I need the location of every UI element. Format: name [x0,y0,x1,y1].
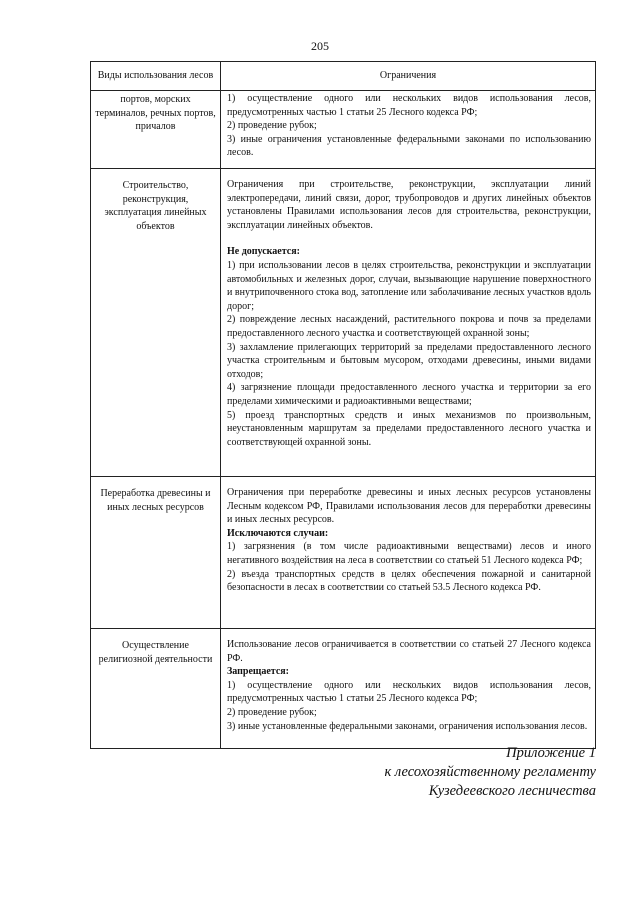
restriction-intro: Использование лесов ограничивается в соответствии со статьей 27 Лесного кодекса РФ. [227,639,591,664]
restriction-line: 2) въезда транспортных средств в целях обеспечения пожарной и санитарной безопасности в лесах в соответствии со статьей 53.5 Лесного кодекса РФ. [227,568,591,594]
table-header-row [91,62,596,91]
restriction-line: 5) проезд транспортных средств и иных механизмов по произвольным, неустановленным маршрутам за пределами предоставленного лесного участка и соответствующей охранной зоны. [227,409,591,448]
restrictions-cell [221,629,596,749]
use-type-cell [91,169,221,477]
use-type-cell [91,629,221,749]
restriction-intro: Ограничения при строительстве, реконструкции, эксплуатации линий электропередачи, линий связи, дорог, трубопроводов и других линейных объектов установлены Правилами использования лесов для строительства, реконструкции, эксплуатации линейных объектов. [227,179,591,231]
restriction-heading: Запрещается: [227,666,290,678]
restrictions-table [90,61,596,749]
use-type-cell: портов, морских терминалов, речных портов, причалов [91,91,221,169]
use-type-label: Строительство, реконструкция, эксплуатация линейных объектов [104,180,207,232]
header-restrictions: Ограничения [221,62,596,91]
appendix-forestry: Кузедеевского лесничества [428,783,596,799]
appendix-regulation: к лесохозяйственному регламенту [384,764,596,780]
table-row [91,477,596,629]
restriction-line: 3) захламление прилегающих территорий за пределами предоставленного лесного участка строительным и бытовым мусором, отходами древесины, иными видами отходов; [227,341,591,380]
use-type-cell [91,477,221,629]
restriction-heading: Исключаются случаи: [227,527,329,539]
page-number: 205 [311,39,329,53]
restriction-line: 1) при использовании лесов в целях строительства, реконструкции и эксплуатации автомобильных и железных дорог, случаи, вызывающие нарушение поверхностного и внутрипочвенного стока вод, затопление или заболачивание лесных участков вдоль дорог; [227,259,591,312]
restriction-intro: Ограничения при переработке древесины и иных лесных ресурсов установлены Лесным кодексом РФ, Правилами использования лесов для переработки древесины и иных лесных ресурсов. [227,487,591,526]
restrictions-cell [221,169,596,477]
restriction-line: 2) проведение рубок; [227,120,317,132]
restrictions-cell [221,91,596,169]
appendix-caption [384,744,596,801]
restriction-line: 2) проведение рубок; [227,706,317,718]
restriction-line: 3) иные установленные федеральными законами, ограничения использования лесов. [227,720,588,732]
restrictions-cell [221,477,596,629]
restriction-heading: Не допускается: [227,246,300,258]
table-row [91,629,596,749]
restriction-line: 4) загрязнение площади предоставленного лесного участка и территории за его пределами химическими и радиоактивными веществами; [227,382,591,407]
use-type-label: Осуществление религиозной деятельности [98,640,213,665]
restriction-line: 1) осуществление одного или нескольких видов использования лесов, предусмотренных частью 1 статьи 25 Лесного кодекса РФ; [227,679,591,705]
table-row [91,169,596,477]
use-type-label: Переработка древесины и иных лесных ресурсов [100,488,211,513]
header-use-type: Виды использования лесов [91,62,221,91]
restriction-line: 3) иные ограничения установленные федеральными законами по использованию лесов. [227,133,591,159]
restriction-line: 1) осуществление одного или нескольких видов использования лесов, предусмотренных частью 1 статьи 25 Лесного кодекса РФ; [227,93,591,118]
appendix-title: Приложение 1 [506,745,596,761]
table-row [91,91,596,169]
restriction-line: 2) повреждение лесных насаждений, растительного покрова и почв за пределами предоставленного лесного участка и соответствующей охранной зоны; [227,314,591,339]
restriction-line: 1) загрязнения (в том числе радиоактивными веществами) лесов и иного негативного воздействия на леса в соответствии со статьей 51 Лесного кодекса РФ; [227,541,591,566]
